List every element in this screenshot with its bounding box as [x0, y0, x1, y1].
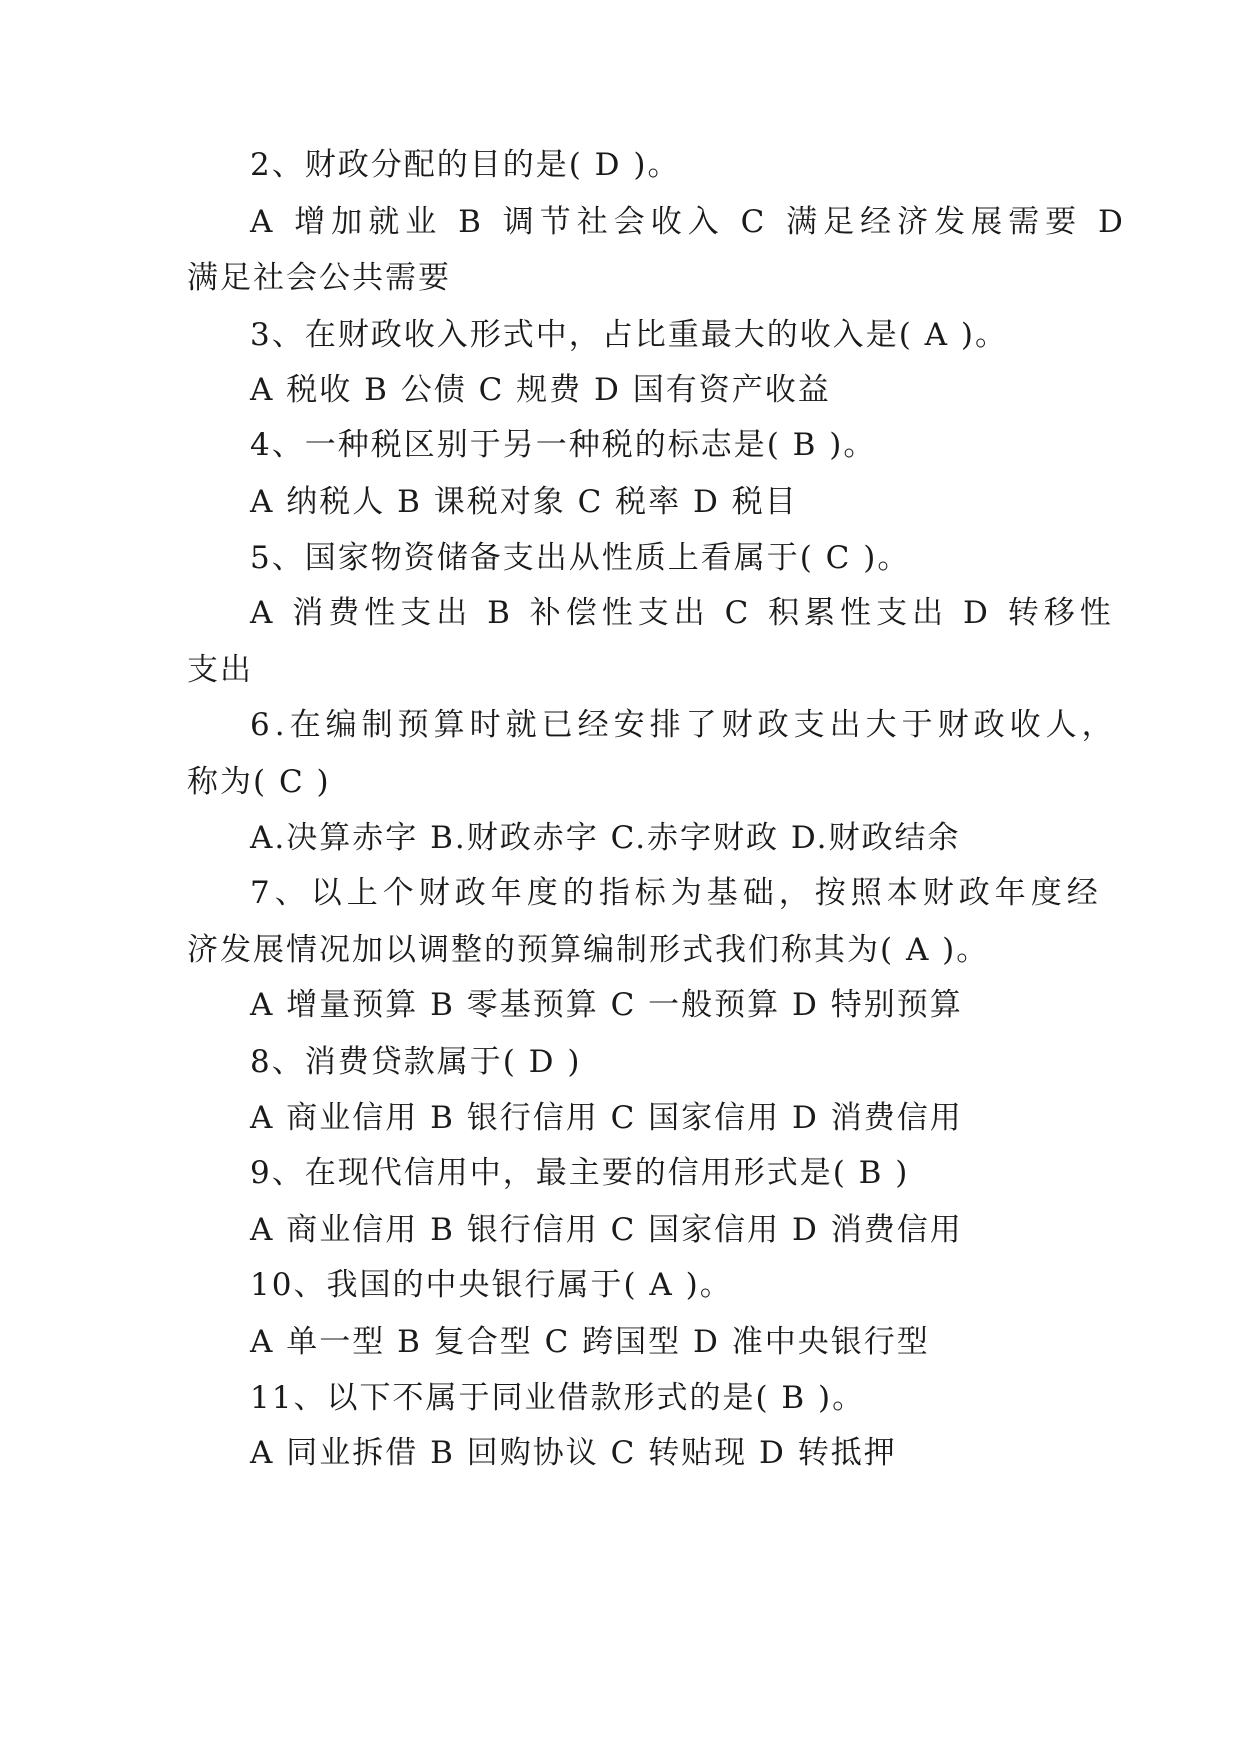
question-10-options: A 单一型 B 复合型 C 跨国型 D 准中央银行型 [250, 1324, 930, 1360]
question-7-cont: 济发展情况加以调整的预算编制形式我们称其为( A )。 [187, 932, 990, 968]
question-6: 6.在编制预算时就已经安排了财政支出大于财政收人， [250, 707, 1118, 743]
question-11-options: A 同业拆借 B 回购协议 C 转贴现 D 转抵押 [250, 1435, 897, 1471]
question-6-options: A.决算赤字 B.财政赤字 C.赤字财政 D.财政结余 [250, 820, 961, 856]
question-3: 3、在财政收入形式中，占比重最大的收入是( A )。 [250, 317, 1009, 353]
question-4: 4、一种税区别于另一种税的标志是( B )。 [250, 427, 877, 463]
question-9: 9、在现代信用中，最主要的信用形式是( B ) [250, 1155, 910, 1191]
question-9-options: A 商业信用 B 银行信用 C 国家信用 D 消费信用 [250, 1212, 963, 1248]
question-7-options: A 增量预算 B 零基预算 C 一般预算 D 特别预算 [250, 987, 963, 1023]
question-11: 11、以下不属于同业借款形式的是( B )。 [250, 1380, 866, 1416]
question-7: 7、以上个财政年度的指标为基础，按照本财政年度经 [250, 875, 1103, 911]
question-6-cont: 称为( C ) [187, 764, 331, 800]
question-2: 2、财政分配的目的是( D )。 [250, 147, 681, 183]
question-2-options-cont: 满足社会公共需要 [187, 260, 451, 296]
question-3-options: A 税收 B 公债 C 规费 D 国有资产收益 [250, 372, 831, 408]
question-4-options: A 纳税人 B 课税对象 C 税率 D 税目 [250, 484, 798, 520]
question-5-options-cont: 支出 [187, 652, 253, 688]
question-2-options: A 增加就业 B 调节社会收入 C 满足经济发展需要 D [250, 204, 1129, 240]
question-8: 8、消费贷款属于( D ) [250, 1044, 582, 1080]
question-10: 10、我国的中央银行属于( A )。 [250, 1267, 733, 1303]
question-5: 5、国家物资储备支出从性质上看属于( C )。 [250, 540, 911, 576]
question-8-options: A 商业信用 B 银行信用 C 国家信用 D 消费信用 [250, 1100, 963, 1136]
question-5-options: A 消费性支出 B 补偿性支出 C 积累性支出 D 转移性 [250, 595, 1116, 631]
